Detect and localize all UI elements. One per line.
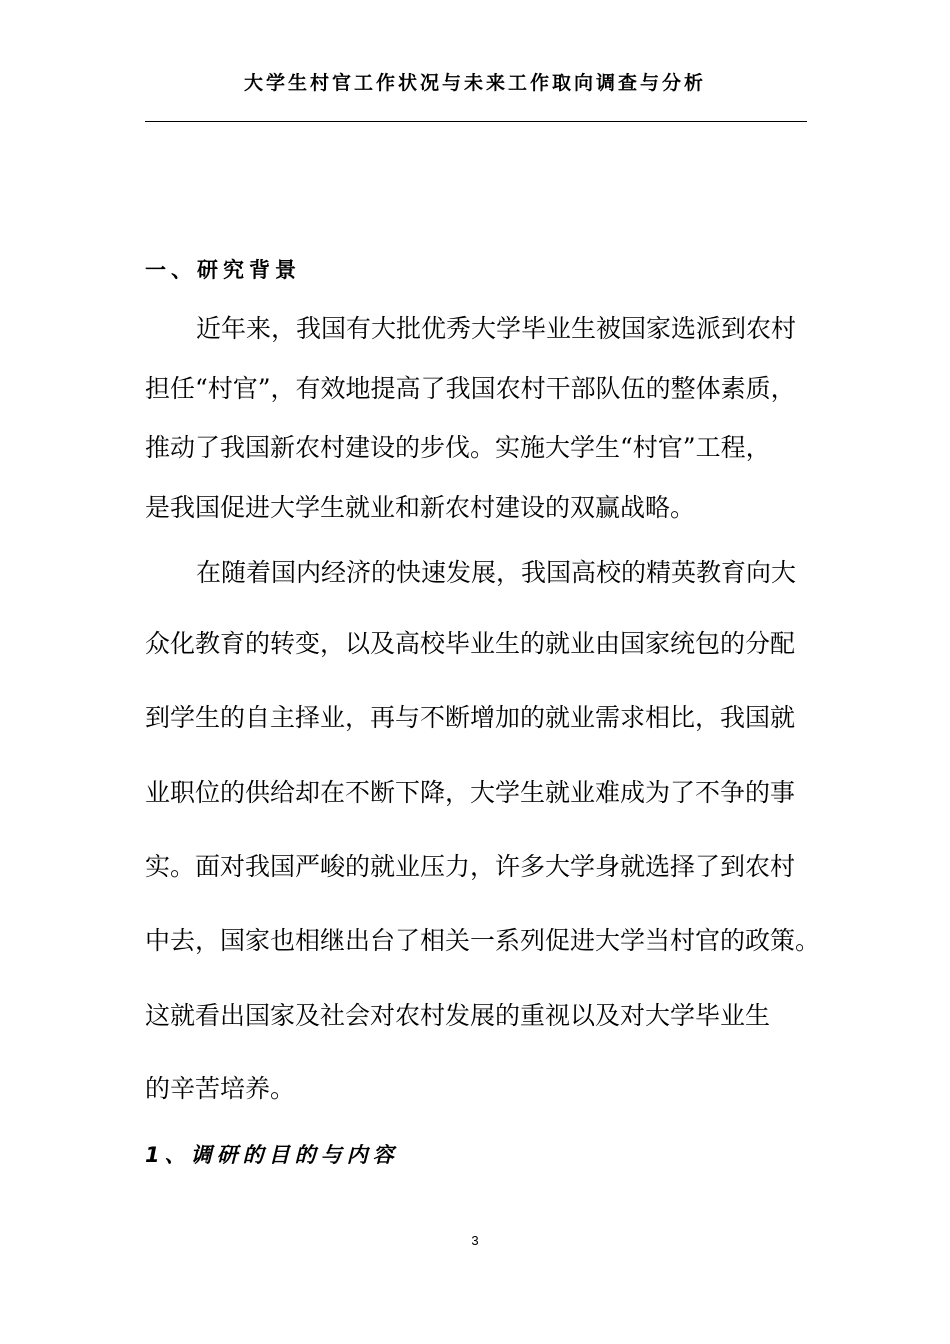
paragraph-line: 的辛苦培养。 bbox=[145, 1074, 296, 1103]
paragraph-line: 近年来，我国有大批优秀大学毕业生被国家选派到农村 bbox=[196, 314, 797, 343]
paragraph-line: 到学生的自主择业，再与不断增加的就业需求相比，我国就 bbox=[145, 703, 796, 732]
page-number: 3 bbox=[471, 1233, 479, 1248]
paragraph-line: 是我国促进大学生就业和新农村建设的双赢战略。 bbox=[145, 493, 696, 522]
running-header-title: 大学生村官工作状况与未来工作取向调查与分析 bbox=[243, 72, 706, 94]
paragraph-line: 推动了我国新农村建设的步伐。实施大学生“村官”工程， bbox=[145, 433, 771, 462]
subsection-heading: 1、调研的目的与内容 bbox=[145, 1143, 399, 1167]
header-divider bbox=[145, 121, 807, 122]
paragraph-line: 业职位的供给却在不断下降，大学生就业难成为了不争的事 bbox=[145, 778, 796, 807]
paragraph-line: 这就看出国家及社会对农村发展的重视以及对大学毕业生 bbox=[145, 1001, 771, 1030]
paragraph-line: 中去，国家也相继出台了相关一系列促进大学当村官的政策。 bbox=[145, 926, 821, 955]
paragraph-line: 众化教育的转变，以及高校毕业生的就业由国家统包的分配 bbox=[145, 629, 796, 658]
paragraph-line: 担任“村官”，有效地提高了我国农村干部队伍的整体素质， bbox=[145, 374, 796, 403]
paragraph-line: 在随着国内经济的快速发展，我国高校的精英教育向大 bbox=[196, 558, 797, 587]
section-heading: 一、研究背景 bbox=[145, 258, 301, 282]
paragraph-line: 实。面对我国严峻的就业压力，许多大学身就选择了到农村 bbox=[145, 852, 796, 881]
